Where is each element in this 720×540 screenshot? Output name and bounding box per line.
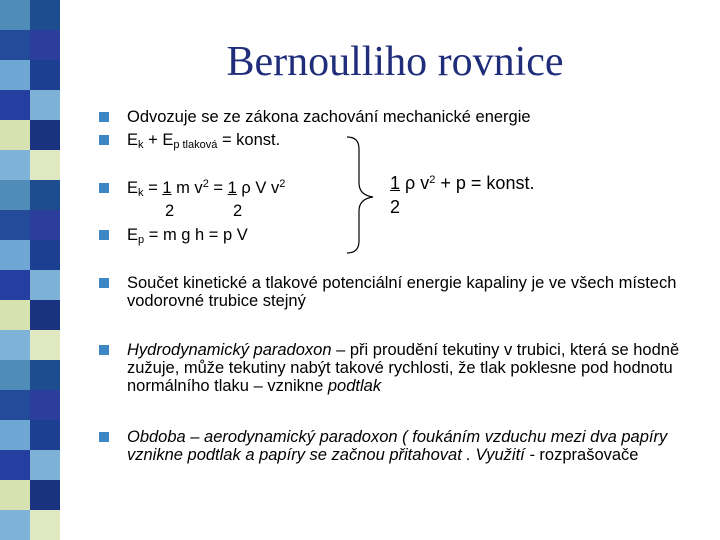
stripe-tile <box>0 300 30 330</box>
bullet-7 <box>127 428 687 464</box>
denominator-2: 2 <box>233 202 243 220</box>
stripe-tile <box>30 90 60 120</box>
numerator-1: 1 <box>390 173 401 193</box>
bullet-square-icon <box>99 135 109 145</box>
hydrodynamic-paradox-term: Hydrodynamický paradoxon <box>127 341 332 359</box>
stripe-tile <box>0 510 30 540</box>
brace-icon <box>345 135 375 255</box>
stripe-tile <box>30 300 60 330</box>
e-symbol: E <box>127 131 139 149</box>
stripe-tile <box>30 510 60 540</box>
stripe-tile <box>0 90 30 120</box>
e-symbol: E <box>127 226 139 244</box>
stripe-tile <box>0 330 30 360</box>
bullet-square-icon <box>99 183 109 193</box>
stripe-tile <box>0 270 30 300</box>
bullet-1 <box>127 108 531 126</box>
bullet-square-icon <box>99 230 109 240</box>
bullet-7-italic-text: Obdoba – aerodynamický paradoxon ( foukáním vzduchu mezi dva papíry vznikne podtlak a papíry se začnou přitahovat . Využití - <box>127 428 668 464</box>
numerator-1: 1 <box>227 179 237 197</box>
bullet-5 <box>127 274 687 310</box>
mv-term: m v <box>171 179 203 197</box>
stripe-tile <box>0 360 30 390</box>
stripe-tile <box>0 60 30 90</box>
bullet-square-icon <box>99 278 109 288</box>
stripe-tile <box>0 210 30 240</box>
stripe-tile <box>30 0 60 30</box>
stripe-tile <box>0 180 30 210</box>
stripe-tile <box>0 420 30 450</box>
bullet-3 <box>127 179 285 199</box>
decorative-stripe <box>0 0 60 540</box>
ep-definition: = m g h = p V <box>144 226 248 244</box>
stripe-tile <box>0 120 30 150</box>
bullet-5-text: Součet kinetické a tlakové potenciální energie kapaliny je ve všech místech vodorovné trubice stejný <box>127 274 677 310</box>
e-symbol: E <box>127 179 139 197</box>
stripe-tile <box>0 240 30 270</box>
equals-konst: = konst. <box>217 131 281 149</box>
stripe-tile <box>30 60 60 90</box>
rho-term: ρ v <box>400 173 430 193</box>
k-subscript: k <box>138 187 144 199</box>
bullet-2 <box>127 131 280 151</box>
equals: = <box>143 179 163 197</box>
bullet-1-text: Odvozuje se ze zákona zachování mechanické energie <box>127 108 531 126</box>
stripe-tile <box>0 390 30 420</box>
stripe-tile <box>30 390 60 420</box>
stripe-tile <box>0 150 30 180</box>
stripe-tile <box>30 180 60 210</box>
superscript-2: 2 <box>429 174 436 186</box>
podtlak-term: podtlak <box>327 377 382 395</box>
stripe-tile <box>30 120 60 150</box>
stripe-tile <box>0 0 30 30</box>
stripe-tile <box>0 450 30 480</box>
equals: = <box>208 179 228 197</box>
plus-e: + E <box>143 131 174 149</box>
stripe-tile <box>30 330 60 360</box>
bullet-square-icon <box>99 345 109 355</box>
numerator-1: 1 <box>162 179 172 197</box>
bullet-square-icon <box>99 432 109 442</box>
stripe-tile <box>30 270 60 300</box>
bernoulli-denominator: 2 <box>390 197 401 217</box>
stripe-tile <box>30 480 60 510</box>
stripe-tile <box>30 210 60 240</box>
stripe-tile <box>30 150 60 180</box>
stripe-tile <box>30 450 60 480</box>
p-subscript: p tlaková <box>173 139 218 151</box>
stripe-tile <box>30 420 60 450</box>
stripe-tile <box>30 360 60 390</box>
bernoulli-equation <box>390 174 534 195</box>
k-subscript: k <box>138 139 144 151</box>
pressure-term: + p = konst. <box>435 173 535 193</box>
stripe-tile <box>0 30 30 60</box>
bullet-7-end: rozprašovače <box>539 446 639 464</box>
rho-term: ρ V v <box>236 179 280 197</box>
p-subscript: p <box>138 234 145 246</box>
stripe-tile <box>30 240 60 270</box>
slide-title: Bernoulliho rovnice <box>226 39 564 85</box>
stripe-tile <box>0 480 30 510</box>
bullet-square-icon <box>99 112 109 122</box>
denominator-1: 2 <box>165 202 175 220</box>
bullet-4 <box>127 226 248 246</box>
bullet-6-text: – při proudění tekutiny v trubici, která se hodně zužuje, může tekutiny nabýt takové rychlosti, že tlak poklesne pod hodnotu normálního tlaku – vznikne <box>127 341 680 395</box>
superscript-2: 2 <box>202 178 209 190</box>
stripe-tile <box>30 30 60 60</box>
superscript-2: 2 <box>279 178 286 190</box>
bullet-6 <box>127 341 687 395</box>
